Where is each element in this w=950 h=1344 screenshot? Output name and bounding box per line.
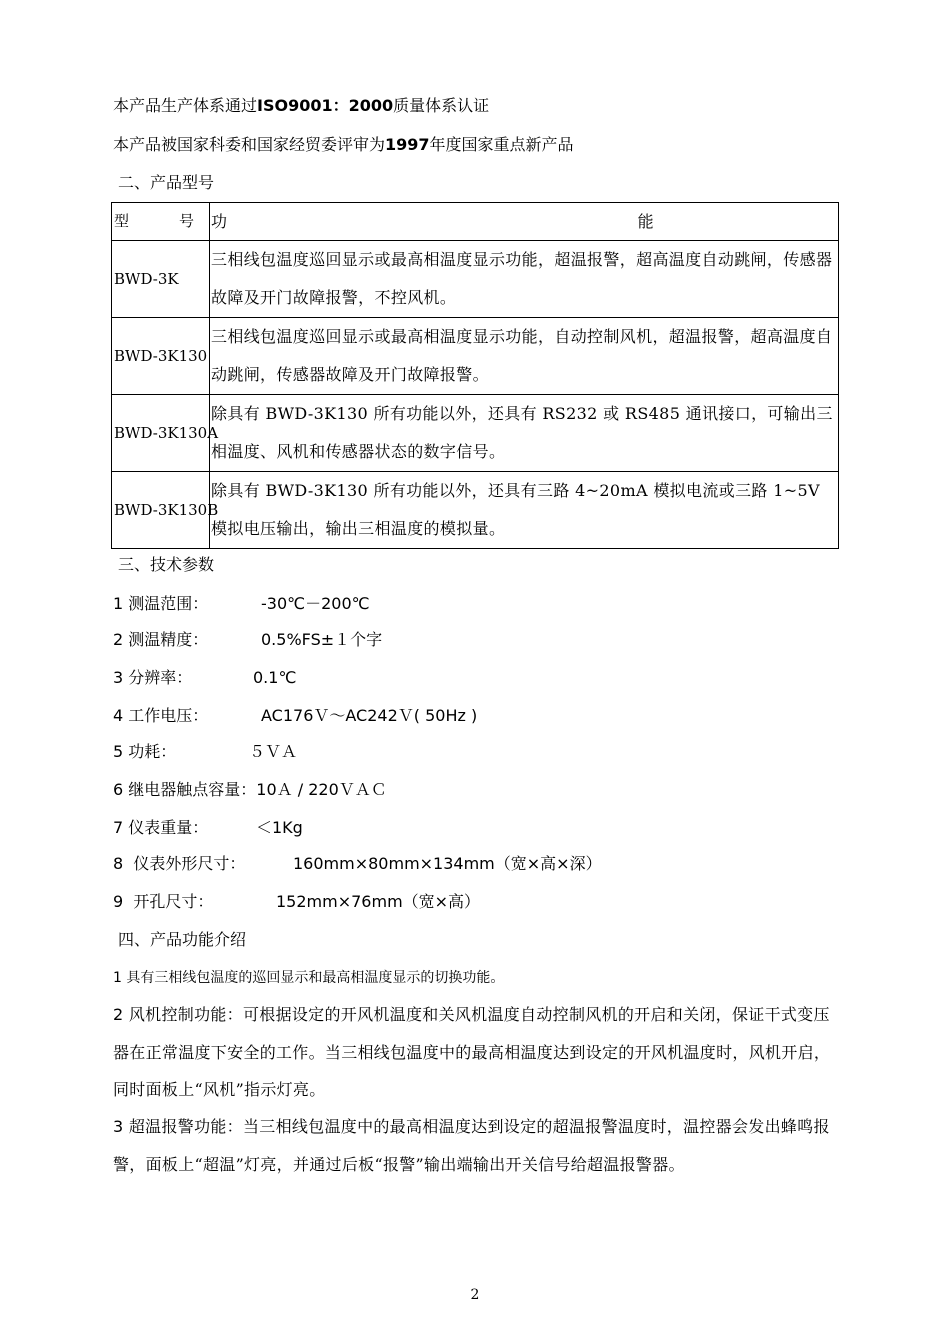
function-cell: 除具有 BWD-3K130 所有功能以外，还具有 RS232 或 RS485 通讯接口，可输出三相温度、风机和传感器状态的数字信号。 <box>210 395 839 472</box>
model-cell: BWD-3K130A <box>112 395 210 472</box>
function-item: 2 风机控制功能：可根据设定的开风机温度和关风机温度自动控制风机的开启和关闭，保证干式变压器在正常温度下安全的工作。当三相线包温度中的最高相温度达到设定的开风机温度时，风机开启，同时面板上“风机”指示灯亮。 <box>113 1005 831 1100</box>
header-function-cell: 功 能 <box>210 203 839 241</box>
spec-item: 1 测温范围： -30℃－200℃ <box>113 594 370 613</box>
model-cell: BWD-3K130 <box>112 318 210 395</box>
table-row <box>112 472 839 549</box>
spec-item: 5 功耗： ５ＶＡ <box>113 742 298 761</box>
page-number: 2 <box>470 1287 480 1303</box>
table-row <box>112 241 839 318</box>
function-cell: 三相线包温度巡回显示或最高相温度显示功能，超温报警，超高温度自动跳闸，传感器故障及开门故障报警，不控风机。 <box>210 241 839 318</box>
model-cell: BWD-3K130B <box>112 472 210 549</box>
function-cell: 三相线包温度巡回显示或最高相温度显示功能，自动控制风机，超温报警，超高温度自动跳闸，传感器故障及开门故障报警。 <box>210 318 839 395</box>
spec-item: 8 仪表外形尺寸： 160mm×80mm×134mm（宽×高×深） <box>113 854 602 873</box>
header-model-cell: 型 号 <box>112 203 210 241</box>
model-table-header <box>112 203 839 241</box>
intro-iso-line: 本产品生产体系通过ISO9001：2000质量体系认证 <box>113 96 490 115</box>
model-table <box>111 202 839 549</box>
table-row <box>112 395 839 472</box>
spec-item: 4 工作电压： AC176Ｖ～AC242Ｖ( 50Hz ) <box>113 706 478 725</box>
model-cell: BWD-3K <box>112 241 210 318</box>
section-heading-models: 二、产品型号 <box>118 173 215 192</box>
spec-item: 6 继电器触点容量：10Ａ / 220ＶＡＣ <box>113 780 387 799</box>
section-heading-functions: 四、产品功能介绍 <box>118 930 247 949</box>
spec-item: 2 测温精度： 0.5%FS±１个字 <box>113 630 383 649</box>
function-cell: 除具有 BWD-3K130 所有功能以外，还具有三路 4~20mA 模拟电流或三路 1~5V 模拟电压输出，输出三相温度的模拟量。 <box>210 472 839 549</box>
spec-item: 7 仪表重量： ＜1Kg <box>113 818 303 837</box>
section-heading-specs: 三、技术参数 <box>118 555 215 574</box>
function-item: 3 超温报警功能：当三相线包温度中的最高相温度达到设定的超温报警温度时，温控器会发出蜂鸣报警，面板上“超温”灯亮，并通过后板“报警”输出端输出开关信号给超温报警器。 <box>113 1117 830 1174</box>
spec-item: 9 开孔尺寸： 152mm×76mm（宽×高） <box>113 892 481 911</box>
intro-award-line: 本产品被国家科委和国家经贸委评审为1997年度国家重点新产品 <box>113 135 574 154</box>
table-row <box>112 318 839 395</box>
spec-item: 3 分辨率： 0.1℃ <box>113 668 297 687</box>
function-item: 1 具有三相线包温度的巡回显示和最高相温度显示的切换功能。 <box>113 970 505 986</box>
